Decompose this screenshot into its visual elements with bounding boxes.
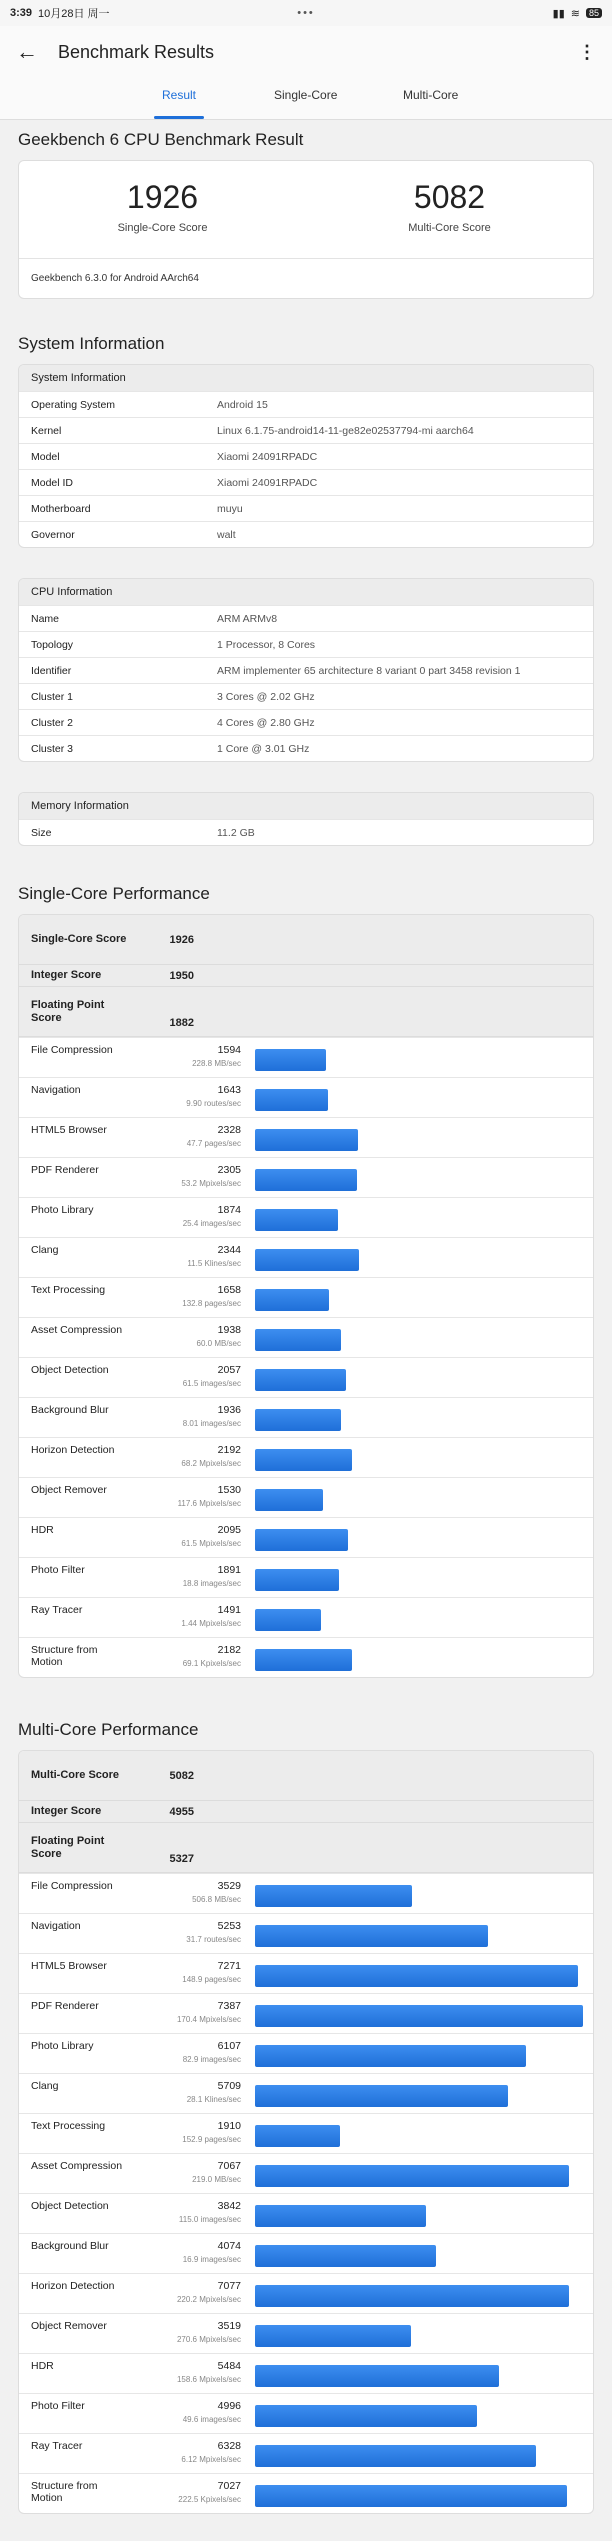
tab-result[interactable]: Result (162, 88, 197, 102)
benchmark-throughput: 228.8 MB/sec (192, 1059, 241, 1068)
info-row (19, 417, 593, 443)
benchmark-score: 3519 (217, 2320, 241, 2332)
benchmark-row (19, 2073, 593, 2113)
benchmark-row (19, 1637, 593, 1677)
system-info-title: System Information (18, 334, 165, 353)
benchmark-score: 1491 (217, 1604, 241, 1616)
info-key: Size (31, 826, 52, 839)
status-dots: ••• (297, 7, 315, 19)
perf-header-value: 1882 (169, 1017, 194, 1029)
benchmark-bar (255, 2045, 526, 2067)
benchmark-throughput: 82.9 images/sec (182, 2055, 241, 2064)
benchmark-name: PDF Renderer (31, 2000, 99, 2012)
page-title: Benchmark Results (58, 41, 215, 62)
info-row (19, 819, 593, 845)
info-row (19, 657, 593, 683)
benchmark-throughput: 18.8 images/sec (182, 1579, 241, 1588)
system-info-header: System Information (19, 365, 593, 391)
benchmark-row (19, 1197, 593, 1237)
benchmark-row (19, 1517, 593, 1557)
benchmark-bar (255, 1129, 358, 1151)
benchmark-row (19, 2153, 593, 2193)
benchmark-bar (255, 1489, 323, 1511)
benchmark-bar (255, 2405, 477, 2427)
benchmark-row (19, 1873, 593, 1913)
benchmark-row (19, 1993, 593, 2033)
benchmark-score: 2182 (217, 1644, 241, 1656)
benchmark-score: 6107 (217, 2040, 241, 2052)
benchmark-row (19, 1557, 593, 1597)
benchmark-row (19, 1913, 593, 1953)
perf-score-header (19, 1823, 593, 1873)
perf-header-value: 5327 (169, 1853, 194, 1865)
app-bar (0, 26, 612, 78)
battery-icon: 85 (586, 8, 602, 18)
benchmark-score: 5253 (217, 1920, 241, 1932)
tab-bar (0, 78, 612, 120)
benchmark-row (19, 1397, 593, 1437)
benchmark-row (19, 2313, 593, 2353)
benchmark-throughput: 9.90 routes/sec (186, 1099, 241, 1108)
benchmark-row (19, 1317, 593, 1357)
benchmark-bar (255, 2485, 567, 2507)
benchmark-bar (255, 1965, 578, 1987)
perf-header-name: Floating Point Score (31, 1834, 105, 1860)
benchmark-row (19, 2433, 593, 2473)
info-row (19, 683, 593, 709)
benchmark-row (19, 2113, 593, 2153)
info-row (19, 631, 593, 657)
benchmark-score: 1594 (217, 1044, 241, 1056)
benchmark-name: Photo Filter (31, 2400, 85, 2412)
benchmark-name: Ray Tracer (31, 1604, 83, 1616)
benchmark-score: 7077 (217, 2280, 241, 2292)
benchmark-row (19, 1117, 593, 1157)
benchmark-name: HTML5 Browser (31, 1960, 107, 1972)
benchmark-bar (255, 1049, 326, 1071)
memory-info-header: Memory Information (19, 793, 593, 819)
benchmark-score: 2192 (217, 1444, 241, 1456)
benchmark-score: 2057 (217, 1364, 241, 1376)
benchmark-bar (255, 1329, 341, 1351)
benchmark-bar (255, 1649, 352, 1671)
benchmark-name: Clang (31, 1244, 59, 1256)
benchmark-name: Object Remover (31, 1484, 107, 1496)
benchmark-score: 2344 (217, 1244, 241, 1256)
benchmark-row (19, 2273, 593, 2313)
benchmark-bar (255, 1089, 328, 1111)
benchmark-score: 2305 (217, 1164, 241, 1176)
perf-header-value: 5082 (169, 1770, 194, 1782)
signal-icon: ▮▮ (552, 7, 565, 20)
info-row (19, 735, 593, 761)
benchmark-throughput: 117.6 Mpixels/sec (177, 1499, 241, 1508)
benchmark-throughput: 132.8 pages/sec (182, 1299, 241, 1308)
info-value: 11.2 GB (217, 826, 255, 839)
benchmark-bar (255, 1369, 346, 1391)
benchmark-name: Horizon Detection (31, 1444, 115, 1456)
benchmark-name: Ray Tracer (31, 2440, 83, 2452)
info-value: 1 Processor, 8 Cores (217, 638, 316, 651)
score-card (18, 160, 594, 299)
benchmark-bar (255, 2245, 436, 2267)
single-core-title: Single-Core Performance (18, 884, 210, 903)
info-value: muyu (217, 502, 243, 515)
info-value: 1 Core @ 3.01 GHz (217, 742, 310, 755)
benchmark-score: 3529 (217, 1880, 241, 1892)
benchmark-name: Background Blur (31, 2240, 109, 2252)
tab-indicator (154, 116, 204, 119)
benchmark-throughput: 220.2 Mpixels/sec (176, 2295, 241, 2304)
info-value: Linux 6.1.75-android14-11-ge82e02537794-mi aarch64 (217, 424, 474, 437)
benchmark-name: Structure from Motion (31, 2480, 98, 2504)
perf-header-name: Integer Score (31, 1805, 102, 1817)
info-key: Name (31, 612, 60, 625)
info-row (19, 391, 593, 417)
benchmark-score: 1891 (217, 1564, 241, 1576)
benchmark-name: Photo Filter (31, 1564, 85, 1576)
multi-core-score-box (306, 161, 593, 258)
benchmark-score: 2328 (217, 1124, 241, 1136)
tab-multi-core[interactable]: Multi-Core (403, 88, 459, 102)
benchmark-throughput: 61.5 Mpixels/sec (181, 1539, 241, 1548)
single-core-card (18, 914, 594, 1678)
info-row (19, 521, 593, 547)
benchmark-row (19, 1597, 593, 1637)
cpu-info-card (18, 578, 594, 762)
benchmark-row (19, 1237, 593, 1277)
result-title: Geekbench 6 CPU Benchmark Result (18, 130, 304, 149)
perf-header-value: 1926 (169, 934, 194, 946)
benchmark-bar (255, 2005, 583, 2027)
benchmark-row (19, 2473, 593, 2513)
benchmark-score: 5484 (217, 2360, 241, 2372)
benchmark-bar (255, 2085, 508, 2107)
benchmark-throughput: 28.1 Klines/sec (186, 2095, 241, 2104)
multi-core-score-label: Multi-Core Score (408, 222, 491, 234)
benchmark-throughput: 16.9 images/sec (182, 2255, 241, 2264)
benchmark-name: Photo Library (31, 1204, 94, 1216)
cpu-info-header: CPU Information (19, 579, 593, 605)
benchmark-score: 2095 (217, 1524, 241, 1536)
perf-score-header (19, 965, 593, 987)
multi-core-title: Multi-Core Performance (18, 1720, 199, 1739)
info-value: walt (217, 528, 236, 541)
benchmark-bar (255, 1169, 357, 1191)
benchmark-bar (255, 2325, 411, 2347)
benchmark-row (19, 2393, 593, 2433)
benchmark-bar (255, 1449, 352, 1471)
info-row (19, 443, 593, 469)
benchmark-throughput: 270.6 Mpixels/sec (176, 2335, 241, 2344)
benchmark-name: Navigation (31, 1084, 81, 1096)
benchmark-name: File Compression (31, 1044, 113, 1056)
info-key: Kernel (31, 424, 62, 437)
benchmark-throughput: 31.7 routes/sec (186, 1935, 241, 1944)
benchmark-throughput: 47.7 pages/sec (186, 1139, 241, 1148)
benchmark-throughput: 1.44 Mpixels/sec (181, 1619, 241, 1628)
benchmark-row (19, 1037, 593, 1077)
multi-core-score: 5082 (413, 179, 486, 215)
benchmark-row (19, 1277, 593, 1317)
benchmark-throughput: 11.5 Klines/sec (187, 1259, 241, 1268)
benchmark-score: 7027 (217, 2480, 241, 2492)
perf-header-name: Single-Core Score (31, 933, 127, 945)
benchmark-name: Object Remover (31, 2320, 107, 2332)
info-value: 4 Cores @ 2.80 GHz (217, 716, 315, 729)
benchmark-name: Horizon Detection (31, 2280, 115, 2292)
benchmark-name: Asset Compression (31, 2160, 123, 2172)
benchmark-score: 1874 (217, 1204, 241, 1216)
benchmark-throughput: 8.01 images/sec (182, 1419, 241, 1428)
benchmark-score: 4074 (217, 2240, 241, 2252)
perf-header-name: Integer Score (31, 969, 102, 981)
benchmark-name: File Compression (31, 1880, 113, 1892)
benchmark-throughput: 69.1 Kpixels/sec (182, 1659, 241, 1668)
benchmark-name: Structure from Motion (31, 1644, 98, 1668)
benchmark-bar (255, 2205, 426, 2227)
info-key: Motherboard (31, 502, 91, 515)
benchmark-name: Text Processing (31, 1284, 106, 1296)
benchmark-bar (255, 1529, 348, 1551)
benchmark-row (19, 1157, 593, 1197)
benchmark-name: Navigation (31, 1920, 81, 1932)
status-bar (0, 0, 612, 26)
benchmark-bar (255, 1249, 359, 1271)
perf-header-value: 1950 (169, 970, 194, 982)
perf-header-value: 4955 (169, 1806, 194, 1818)
benchmark-row (19, 1077, 593, 1117)
system-info-card (18, 364, 594, 548)
benchmark-row (19, 1357, 593, 1397)
benchmark-score: 7067 (217, 2160, 241, 2172)
arrow-left-icon[interactable]: ← (16, 39, 38, 64)
benchmark-throughput: 61.5 images/sec (182, 1379, 241, 1388)
benchmark-bar (255, 1409, 341, 1431)
perf-score-header (19, 987, 593, 1037)
benchmark-bar (255, 2125, 340, 2147)
benchmark-throughput: 60.0 MB/sec (196, 1339, 241, 1348)
info-row (19, 605, 593, 631)
benchmark-score: 6328 (217, 2440, 241, 2452)
benchmark-name: Background Blur (31, 1404, 109, 1416)
benchmark-bar (255, 1925, 488, 1947)
benchmark-throughput: 6.12 Mpixels/sec (181, 2455, 241, 2464)
benchmark-throughput: 506.8 MB/sec (192, 1895, 241, 1904)
benchmark-name: PDF Renderer (31, 1164, 99, 1176)
wifi-icon: ≋ (570, 7, 580, 20)
benchmark-throughput: 49.6 images/sec (182, 2415, 241, 2424)
perf-header-name: Multi-Core Score (31, 1769, 120, 1781)
benchmark-name: Clang (31, 2080, 59, 2092)
info-row (19, 495, 593, 521)
info-key: Cluster 3 (31, 742, 74, 755)
benchmark-bar (255, 2365, 499, 2387)
benchmark-name: HTML5 Browser (31, 1124, 107, 1136)
info-value: Xiaomi 24091RPADC (217, 476, 318, 489)
benchmark-row (19, 1437, 593, 1477)
benchmark-bar (255, 1209, 338, 1231)
benchmark-throughput: 219.0 MB/sec (192, 2175, 241, 2184)
single-core-score-label: Single-Core Score (117, 222, 208, 234)
benchmark-bar (255, 1289, 329, 1311)
info-value: Android 15 (217, 398, 268, 411)
info-key: Cluster 1 (31, 690, 74, 703)
benchmark-score: 4996 (217, 2400, 241, 2412)
benchmark-name: HDR (31, 2360, 54, 2372)
benchmark-bar (255, 1609, 321, 1631)
benchmark-name: Object Detection (31, 1364, 109, 1376)
benchmark-name: Asset Compression (31, 1324, 123, 1336)
benchmark-row (19, 2233, 593, 2273)
benchmark-throughput: 152.9 pages/sec (182, 2135, 241, 2144)
info-key: Model (31, 450, 60, 463)
benchmark-throughput: 115.0 images/sec (178, 2215, 241, 2224)
benchmark-score: 1936 (217, 1404, 241, 1416)
benchmark-name: Object Detection (31, 2200, 109, 2212)
benchmark-row (19, 2353, 593, 2393)
perf-header-name: Floating Point Score (31, 998, 105, 1024)
info-key: Identifier (31, 664, 72, 677)
benchmark-throughput: 148.9 pages/sec (182, 1975, 241, 1984)
info-key: Model ID (31, 476, 74, 489)
benchmark-bar (255, 2285, 569, 2307)
benchmark-row (19, 1953, 593, 1993)
info-value: 3 Cores @ 2.02 GHz (217, 690, 315, 703)
benchmark-score: 7387 (217, 2000, 241, 2012)
benchmark-score: 5709 (217, 2080, 241, 2092)
benchmark-throughput: 158.6 Mpixels/sec (176, 2375, 241, 2384)
benchmark-score: 1643 (217, 1084, 241, 1096)
perf-score-header (19, 1801, 593, 1823)
info-row (19, 469, 593, 495)
single-core-score: 1926 (126, 179, 199, 215)
benchmark-throughput: 25.4 images/sec (182, 1219, 241, 1228)
info-value: ARM ARMv8 (217, 612, 278, 625)
single-core-score-box (19, 161, 306, 258)
info-key: Topology (31, 638, 74, 651)
multi-core-card (18, 1750, 594, 2514)
benchmark-row (19, 1477, 593, 1517)
benchmark-score: 1658 (217, 1284, 241, 1296)
info-row (19, 709, 593, 735)
perf-score-header (19, 915, 593, 965)
benchmark-score: 1910 (217, 2120, 241, 2132)
perf-score-header (19, 1751, 593, 1801)
benchmark-row (19, 2193, 593, 2233)
info-value: Xiaomi 24091RPADC (217, 450, 318, 463)
benchmark-throughput: 53.2 Mpixels/sec (181, 1179, 241, 1188)
benchmark-bar (255, 1885, 412, 1907)
benchmark-score: 7271 (217, 1960, 241, 1972)
status-time: 3:39 (10, 7, 33, 19)
info-value: ARM implementer 65 architecture 8 variant 0 part 3458 revision 1 (217, 664, 521, 677)
memory-info-card (18, 792, 594, 846)
more-vert-icon[interactable]: ⋮ (578, 41, 596, 62)
benchmark-name: HDR (31, 1524, 54, 1536)
status-date: 10月28日 周一 (38, 8, 110, 20)
benchmark-bar (255, 1569, 339, 1591)
benchmark-name: Photo Library (31, 2040, 94, 2052)
tab-single-core[interactable]: Single-Core (274, 88, 338, 102)
benchmark-name: Text Processing (31, 2120, 106, 2132)
benchmark-score: 1530 (217, 1484, 241, 1496)
benchmark-bar (255, 2165, 569, 2187)
benchmark-score: 1938 (217, 1324, 241, 1336)
benchmark-bar (255, 2445, 536, 2467)
benchmark-row (19, 2033, 593, 2073)
version-text: Geekbench 6.3.0 for Android AArch64 (31, 273, 199, 284)
benchmark-throughput: 170.4 Mpixels/sec (176, 2015, 241, 2024)
info-key: Governor (31, 528, 75, 541)
benchmark-score: 3842 (217, 2200, 241, 2212)
info-key: Operating System (31, 398, 116, 411)
benchmark-throughput: 222.5 Kpixels/sec (178, 2495, 241, 2504)
info-key: Cluster 2 (31, 716, 74, 729)
benchmark-throughput: 68.2 Mpixels/sec (181, 1459, 241, 1468)
